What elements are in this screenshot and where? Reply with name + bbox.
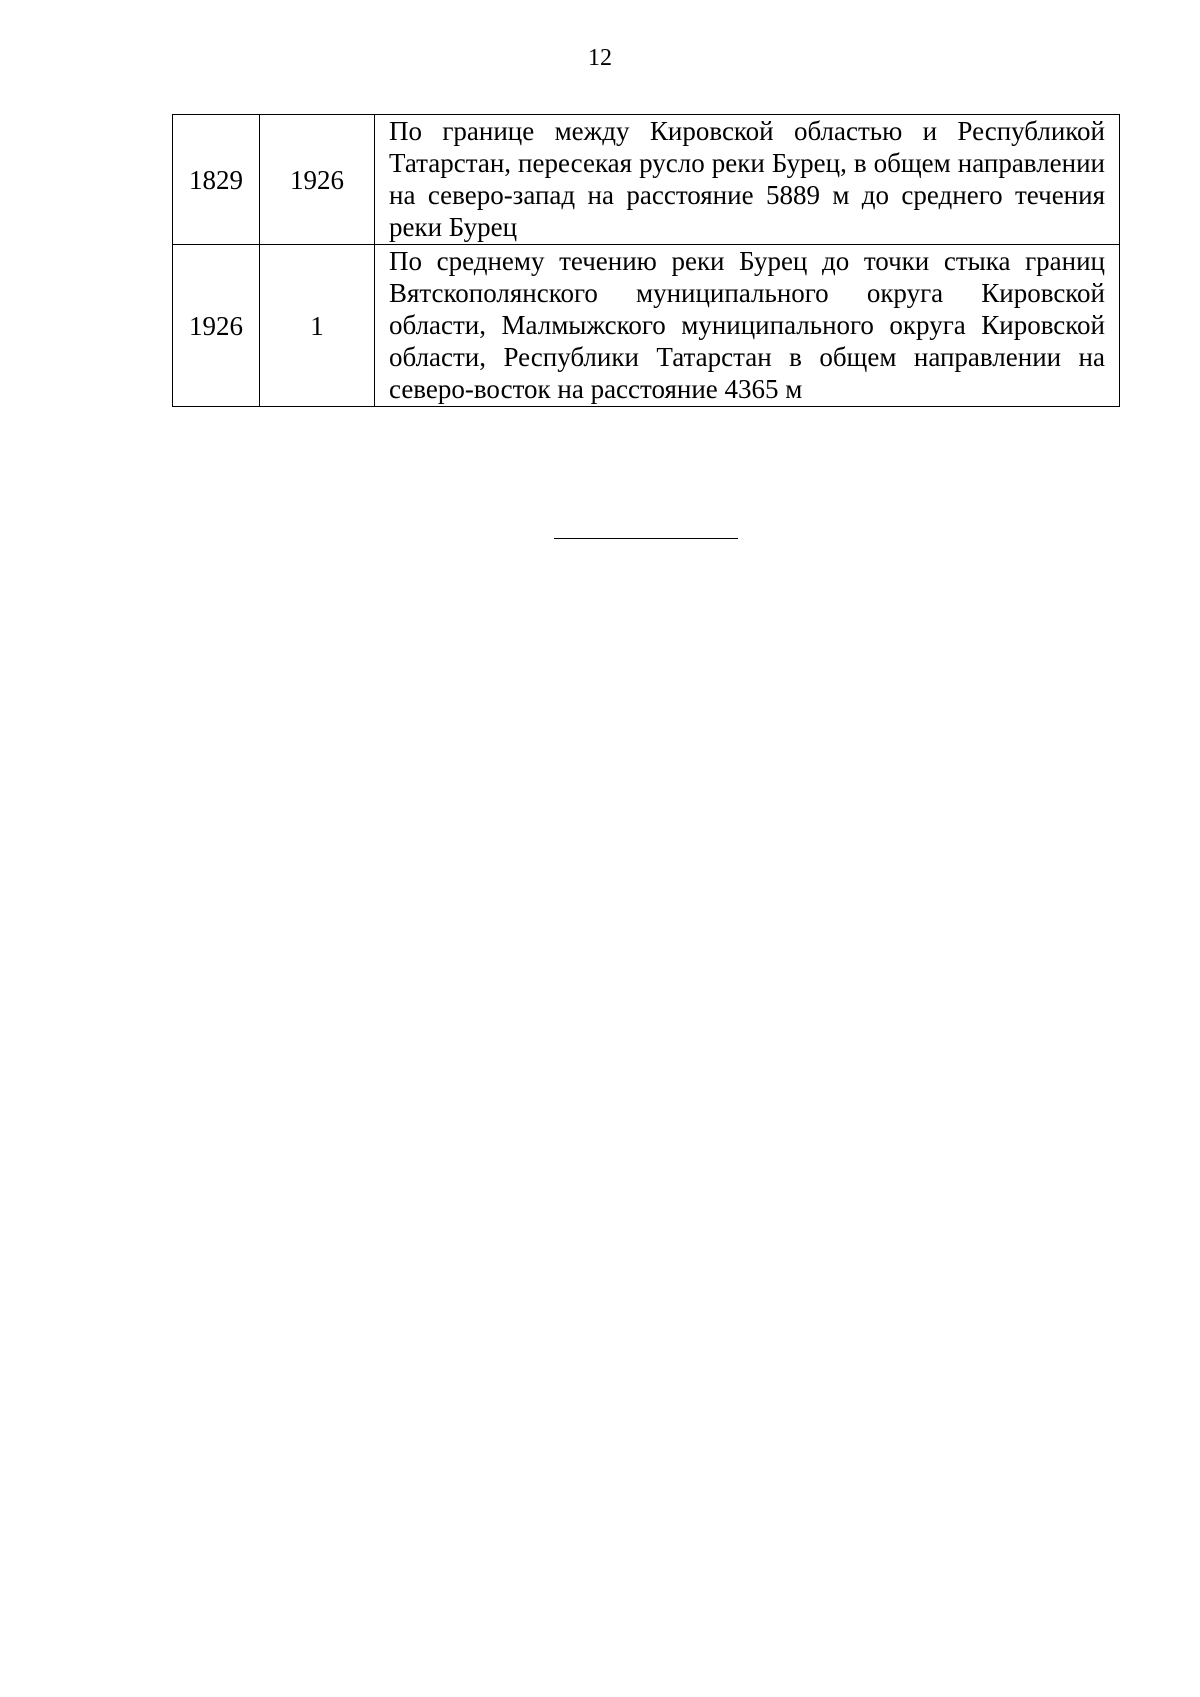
to-point-cell: 1 (260, 245, 375, 407)
boundary-description-cell: По среднему течению реки Бурец до точки стыка границ Вятскополянского муниципального округа Кировской области, Малмыжского муниципального округа Кировской области, Республики Татарстан в общем направлении на северо-восток на расстояние 4365 м (375, 245, 1120, 407)
page-number: 12 (588, 45, 612, 71)
from-point-cell: 1829 (173, 115, 260, 245)
boundary-description-cell: По границе между Кировской областью и Республикой Татарстан, пересекая русло реки Бурец, в общем направлении на северо-запад на расстояние 5889 м до среднего течения реки Бурец (375, 115, 1120, 245)
from-point-cell: 1926 (173, 245, 260, 407)
end-of-document-rule (554, 538, 738, 539)
to-point-cell: 1926 (260, 115, 375, 245)
table-row (173, 115, 1120, 245)
boundary-description-table (172, 114, 1120, 407)
table-row (173, 245, 1120, 407)
